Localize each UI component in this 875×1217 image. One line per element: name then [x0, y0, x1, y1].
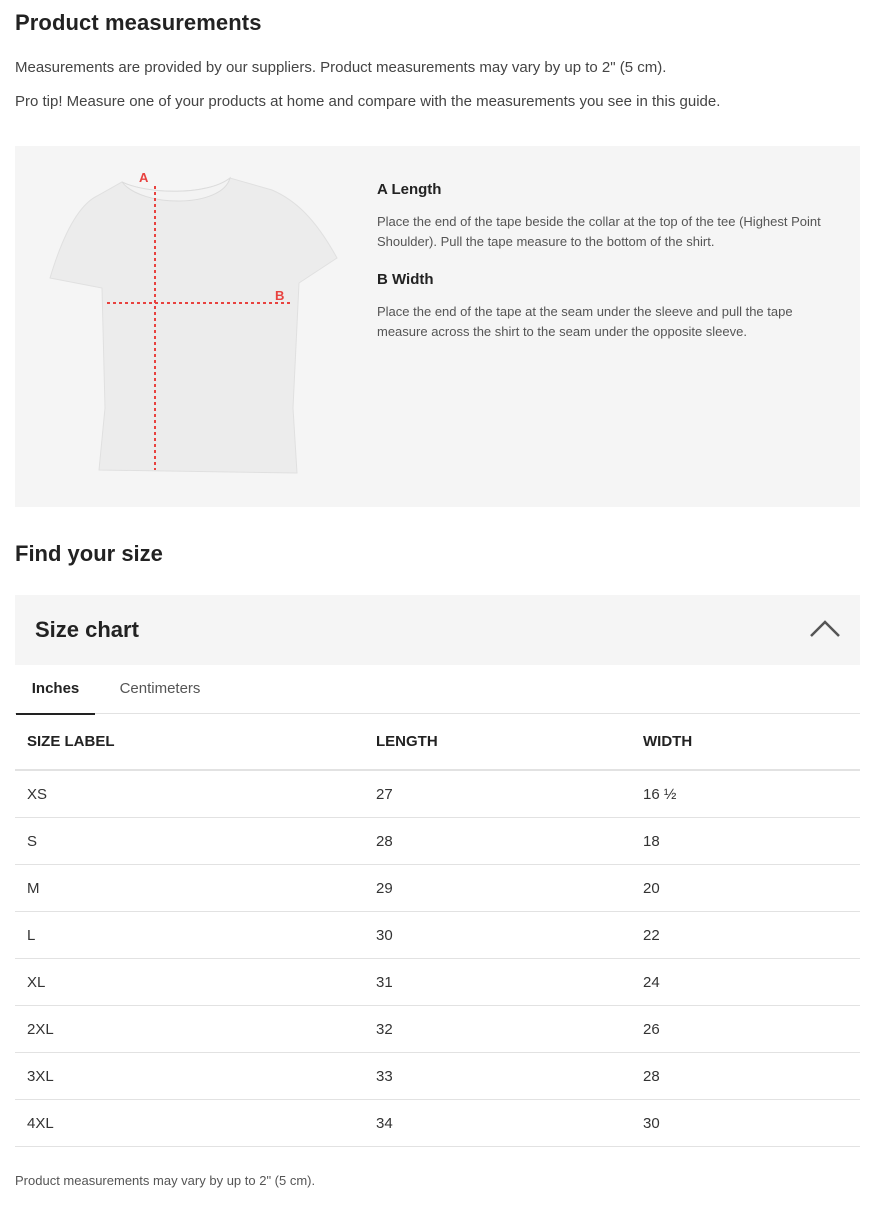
table-row	[15, 865, 860, 912]
length-heading: A Length	[377, 181, 442, 198]
table-row	[15, 1100, 860, 1147]
width-cell: 22	[631, 912, 860, 959]
size-table	[15, 714, 860, 1147]
column-header-width: WIDTH	[631, 714, 860, 770]
length-cell: 28	[364, 818, 631, 865]
length-cell: 29	[364, 865, 631, 912]
length-cell: 30	[364, 912, 631, 959]
width-cell: 28	[631, 1053, 860, 1100]
size-label-cell: XS	[15, 770, 364, 818]
tshirt-diagram	[47, 168, 347, 478]
measurement-guide	[15, 146, 860, 507]
size-label-cell: 2XL	[15, 1006, 364, 1053]
table-row	[15, 959, 860, 1006]
length-cell: 34	[364, 1100, 631, 1147]
size-label-cell: L	[15, 912, 364, 959]
length-cell: 31	[364, 959, 631, 1006]
column-header-size: SIZE LABEL	[15, 714, 364, 770]
size-label-cell: 3XL	[15, 1053, 364, 1100]
width-description: Place the end of the tape at the seam under the sleeve and pull the tape measure across the shirt to the seam under the opposite sleeve.	[377, 304, 793, 339]
column-header-length: LENGTH	[364, 714, 631, 770]
table-row	[15, 1053, 860, 1100]
size-label-cell: S	[15, 818, 364, 865]
size-label-cell: 4XL	[15, 1100, 364, 1147]
table-row	[15, 1006, 860, 1053]
width-cell: 30	[631, 1100, 860, 1147]
length-cell: 27	[364, 770, 631, 818]
width-cell: 24	[631, 959, 860, 1006]
size-chart-label: Size chart	[35, 617, 139, 642]
unit-tabs	[15, 665, 860, 714]
tab-inches[interactable]: Inches	[16, 665, 95, 715]
width-cell: 26	[631, 1006, 860, 1053]
width-cell: 18	[631, 818, 860, 865]
table-header-row	[15, 714, 860, 770]
intro-text: Measurements are provided by our suppliers. Product measurements may vary by up to 2" (5 cm).	[15, 59, 667, 76]
length-cell: 33	[364, 1053, 631, 1100]
width-cell: 16 ½	[631, 770, 860, 818]
size-label-cell: M	[15, 865, 364, 912]
marker-a: A	[139, 170, 149, 185]
width-heading: B Width	[377, 271, 434, 288]
pro-tip-text: Pro tip! Measure one of your products at home and compare with the measurements you see in this guide.	[15, 93, 721, 110]
size-label-cell: XL	[15, 959, 364, 1006]
length-cell: 32	[364, 1006, 631, 1053]
size-chart-header[interactable]	[15, 595, 860, 665]
footnote: Product measurements may vary by up to 2" (5 cm).	[15, 1173, 316, 1188]
tab-centimeters[interactable]: Centimeters	[119, 680, 201, 697]
find-size-heading: Find your size	[15, 541, 163, 566]
page-title: Product measurements	[15, 10, 262, 35]
width-cell: 20	[631, 865, 860, 912]
chevron-up-icon[interactable]	[808, 617, 842, 639]
marker-b: B	[275, 288, 285, 303]
table-row	[15, 770, 860, 818]
measurement-descriptions	[377, 181, 837, 361]
length-description: Place the end of the tape beside the collar at the top of the tee (Highest Point Shoulder). Pull the tape measure to the bottom of the shirt.	[377, 214, 821, 249]
table-row	[15, 818, 860, 865]
table-row	[15, 912, 860, 959]
